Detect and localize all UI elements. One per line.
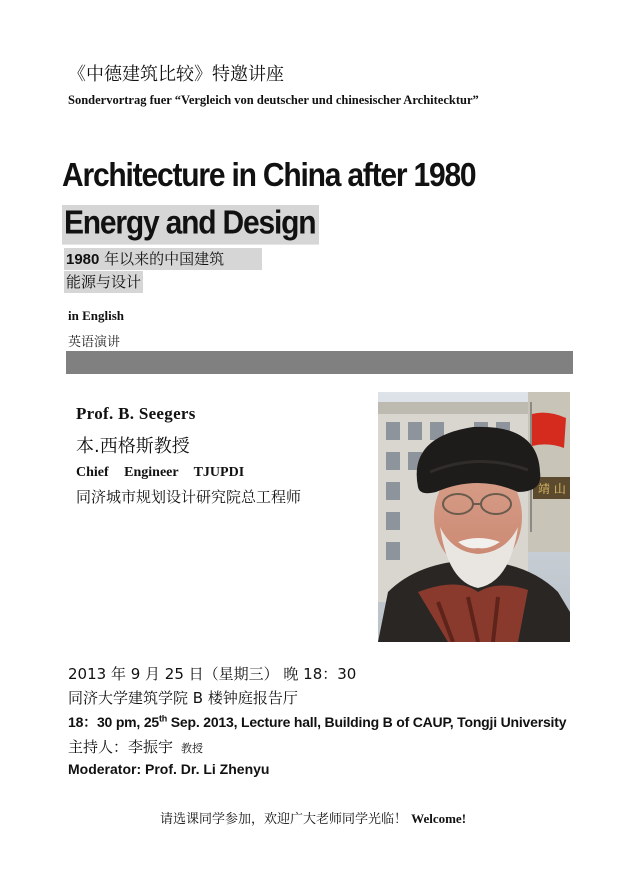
language-english: in English: [68, 308, 125, 323]
event-month-venue: Sep. 2013, Lecture hall, Building B of CAUP, Tongji University: [167, 714, 567, 730]
chinese-title-year: 1980: [66, 251, 100, 268]
host-title-chinese: 教授: [181, 742, 204, 755]
speaker-photo: [378, 392, 570, 642]
lecture-title: Architecture in China after 1980: [62, 157, 476, 194]
welcome-message: [160, 808, 466, 827]
speaker-role: Chief Engineer TJUPDI: [76, 465, 245, 480]
speaker-name-chinese: 本.西格斯教授: [76, 436, 190, 457]
event-date-chinese: 2013 年 9 月 25 日（星期三） 晚 18：30: [68, 665, 357, 683]
event-date-venue-english: [68, 712, 566, 732]
event-venue-chinese: 同济大学建筑学院 B 楼钟庭报告厅: [68, 689, 298, 707]
host-chinese: [68, 736, 203, 757]
german-subtitle: Sondervortrag fuer “Vergleich von deutscher und chinesischer Architecktur”: [68, 93, 479, 107]
moderator-english: Moderator: Prof. Dr. Li Zhenyu: [68, 761, 270, 777]
speaker-name: Prof. B. Seegers: [76, 404, 196, 423]
welcome-chinese: 请选课同学参加，欢迎广大老师同学光临！: [160, 812, 408, 827]
language-chinese: 英语演讲: [68, 335, 121, 350]
event-time-day: 18：30 pm, 25: [68, 714, 159, 730]
chinese-event-title: 《中德建筑比较》特邀讲座: [68, 64, 284, 85]
chinese-lecture-title: [64, 248, 262, 270]
chinese-lecture-subtitle: 能源与设计: [66, 273, 142, 291]
welcome-english: Welcome!: [411, 811, 467, 826]
divider-bar: [66, 351, 573, 374]
photo-sign-text: 靖 山: [538, 482, 566, 496]
chinese-title-text: 年以来的中国建筑: [99, 250, 225, 268]
flag-icon: [532, 413, 566, 448]
host-name-chinese: 主持人：李振宇: [68, 738, 174, 756]
ordinal-suffix: th: [159, 713, 168, 724]
speaker-organization-chinese: 同济城市规划设计研究院总工程师: [76, 488, 302, 506]
lecture-subtitle: Energy and Design: [62, 205, 319, 245]
